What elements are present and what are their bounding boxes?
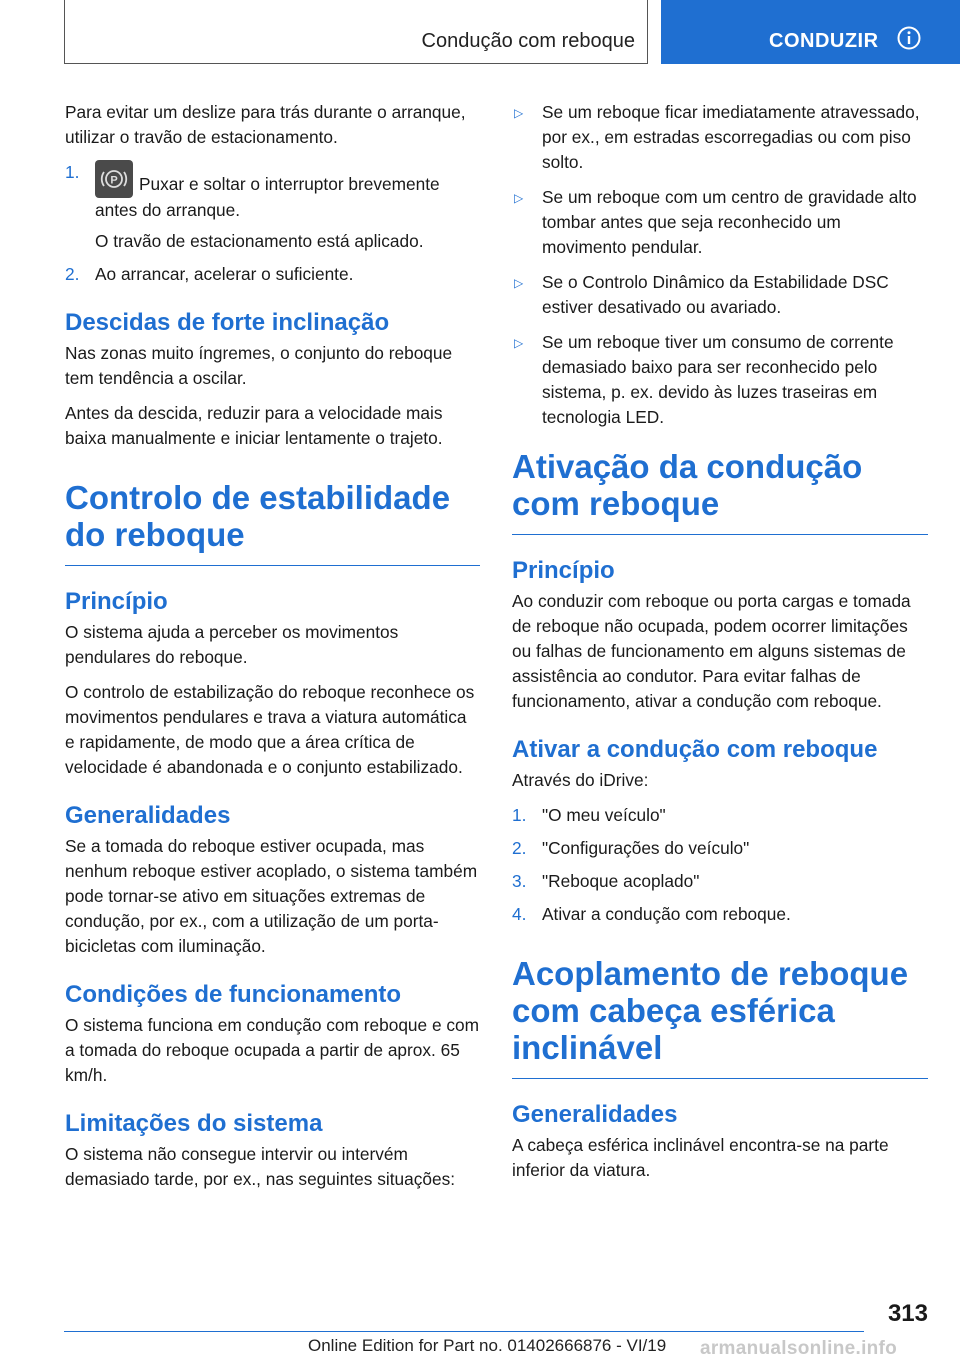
list-item — [512, 836, 928, 861]
step-text: "Reboque acoplado" — [542, 871, 700, 891]
heading-generalidades: Generalidades — [65, 802, 231, 829]
svg-text:P: P — [110, 174, 118, 187]
heading-condicoes: Condições de funcionamento — [65, 981, 402, 1008]
heading-principio: Princípio — [65, 588, 168, 615]
heading-ativar: Ativar a condução com reboque — [512, 736, 878, 763]
footer-divider — [64, 1331, 864, 1332]
bullet-text: Se um reboque ficar imediatamente atravessado, por ex., em estradas escorregadias ou com piso solto. — [542, 102, 920, 172]
generalidades-paragraph: A cabeça esférica inclinável encontra-se na parte inferior da viatura. — [512, 1135, 889, 1180]
bullet-text: Se o Controlo Dinâmico da Estabilidade DSC estiver desativado ou avariado. — [542, 272, 889, 317]
bullet-text: Se um reboque tiver um consumo de corrente demasiado baixo para ser reconhecido pelo sistema, p. ex. devido às luzes traseiras em tecnologia LED. — [542, 332, 894, 427]
page-number: 313 — [887, 1300, 928, 1327]
step-number: 3. — [512, 871, 527, 891]
list-item — [512, 100, 928, 175]
principio-paragraph-1: O sistema ajuda a perceber os movimentos pendulares do reboque. — [65, 622, 399, 667]
category-label: CONDUZIR — [769, 30, 879, 52]
list-item — [512, 902, 928, 927]
right-column — [512, 100, 928, 1193]
bullet-text: Se um reboque com um centro de gravidade alto tombar antes que seja reconhecido um movimento pendular. — [542, 187, 917, 257]
list-item — [512, 869, 928, 894]
bullet-triangle-icon: ▷ — [514, 336, 524, 350]
edition-footer: Online Edition for Part no. 01402666876 - VI/19 — [308, 1336, 667, 1355]
parking-brake-icon — [95, 160, 133, 198]
principio-paragraph: Ao conduzir com reboque ou porta cargas e tomada de reboque não ocupada, podem ocorrer limitações ou falhas de funcionamento em alguns sistemas de assistência ao condutor. Para evitar falhas de funcionamento, ativar a condução com reboque. — [512, 591, 911, 711]
limitations-bullet-list — [512, 100, 928, 430]
idrive-steps-list — [512, 803, 928, 927]
list-item — [512, 185, 928, 260]
step-result: O travão de estacionamento está aplicado. — [95, 231, 424, 251]
list-item — [512, 330, 928, 430]
bullet-triangle-icon: ▷ — [514, 191, 524, 205]
info-icon — [897, 26, 921, 50]
bullet-triangle-icon: ▷ — [514, 106, 524, 120]
step-text: Puxar e soltar o interruptor brevemente antes do arranque. — [95, 174, 440, 220]
header-category-tab — [661, 0, 960, 64]
step-text: Ativar a condução com reboque. — [542, 904, 791, 924]
heading-ativacao: Ativação da condução com reboque — [512, 448, 928, 535]
heading-principio: Princípio — [512, 557, 615, 584]
heading-generalidades: Generalidades — [512, 1101, 678, 1128]
list-item — [512, 803, 928, 828]
bullet-triangle-icon: ▷ — [514, 276, 524, 290]
section-title: Condução com reboque — [421, 30, 635, 52]
heading-controlo-estabilidade: Controlo de estabilidade do reboque — [65, 479, 480, 566]
descidas-paragraph-1: Nas zonas muito íngremes, o conjunto do reboque tem tendência a oscilar. — [65, 343, 453, 388]
heading-acoplamento: Acoplamento de reboque com cabeça esférica inclinável — [512, 955, 928, 1079]
list-item — [65, 262, 480, 287]
step-text: Ao arrancar, acelerar o suficiente. — [95, 264, 354, 284]
step-text: "Configurações do veículo" — [542, 838, 750, 858]
start-steps-list — [65, 160, 480, 287]
heading-limitacoes: Limitações do sistema — [65, 1110, 323, 1137]
step-number: 4. — [512, 904, 527, 924]
header-section-box — [64, 0, 648, 64]
step-text: "O meu veículo" — [542, 805, 666, 825]
left-column — [65, 100, 480, 1202]
ativar-paragraph: Através do iDrive: — [512, 770, 649, 790]
list-item — [65, 160, 480, 254]
heading-descidas: Descidas de forte inclinação — [65, 309, 390, 336]
descidas-paragraph-2: Antes da descida, reduzir para a velocidade mais baixa manualmente e iniciar lentamente o trajeto. — [65, 403, 443, 448]
generalidades-paragraph: Se a tomada do reboque estiver ocupada, mas nenhum reboque estiver acoplado, o sistema também pode tornar-se ativo em situações extremas de condução, por ex., com a utilização de um porta-bicicletas com iluminação. — [65, 836, 478, 956]
list-item — [512, 270, 928, 320]
step-number: 1. — [65, 162, 80, 182]
step-number: 2. — [65, 264, 80, 284]
condicoes-paragraph: O sistema funciona em condução com reboque e com a tomada do reboque ocupada a partir de aprox. 65 km/h. — [65, 1015, 480, 1085]
limitacoes-paragraph: O sistema não consegue intervir ou intervém demasiado tarde, por ex., nas seguintes situações: — [65, 1144, 456, 1189]
step-number: 2. — [512, 838, 527, 858]
watermark: armanualsonline.info — [700, 1338, 898, 1359]
step-number: 1. — [512, 805, 527, 825]
principio-paragraph-2: O controlo de estabilização do reboque reconhece os movimentos pendulares e trava a viatura automática e rapidamente, de modo que a área crítica de velocidade é abandonada e o conjunto estabilizado. — [65, 682, 475, 777]
intro-paragraph: Para evitar um deslize para trás durante o arranque, utilizar o travão de estacionamento. — [65, 102, 466, 147]
